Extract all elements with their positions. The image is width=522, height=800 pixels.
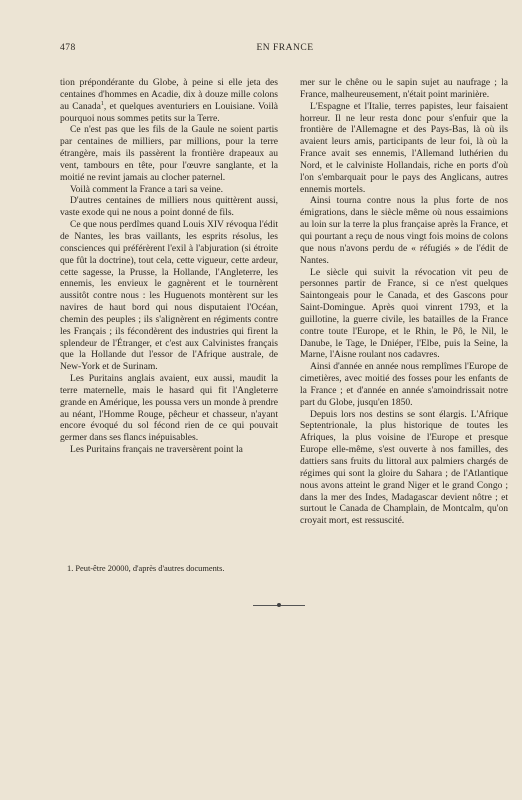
- paragraph: L'Espagne et l'Italie, terres papistes, leur faisaient horreur. Il ne leur resta donc pour s'enfuir que la frontière de l'Allemagne et des Pays-Bas, là où ils avaient leurs amis, participants de leur foi, là où la France avait ses ennemis, l'Allemand luthérien du Nord, et le calviniste Hollandais, riche en ports d'où l'on s'embarquait pour le pays des Anglicans, autres ennemis mortels.: [300, 100, 508, 195]
- paragraph: [60, 77, 278, 124]
- paragraph: Voilà comment la France a tari sa veine.: [70, 183, 224, 195]
- paragraph: Ainsi tourna contre nous la plus forte de nos émigrations, dans le siècle même où nous essaimions au loin sur la terre la plus française après la France, et qui pourtant a reçu de nous vingt fois moins de colons que nous n'avons perdu de « réfugiés » de l'édit de Nantes.: [300, 195, 508, 266]
- paragraph-text: , et quelques aventuriers en Louisiane. Voilà pourquoi nous sommes petits sur la Terre.: [60, 100, 278, 124]
- footnote: 1. Peut-être 20000, d'après d'autres documents.: [67, 564, 225, 573]
- right-column: [300, 77, 508, 527]
- paragraph: Depuis lors nos destins se sont élargis. L'Afrique Septentrionale, la plus historique de toutes les Afriques, la plus voisine de l'Europe et presque Europe elle-même, s'est ouverte à nos familles, des dattiers sans fruits du littoral aux palmiers chargés de régimes qui sont la gloire du Sahara ; de l'Atlantique nous avons atteint le grand Niger et le grand Congo ; dans la mer des Indes, Madagascar devient nôtre ; et surtout le Canada de Champlain, de Montcalm, qu'on croyait mort, est ressuscité.: [300, 408, 508, 527]
- paragraph-text: tion prépondérante du Globe, à peine si elle jeta des centaines d'hommes en Acadie, dix à douze mille colons au Canada: [60, 77, 278, 112]
- page-header: [60, 43, 510, 57]
- running-title: EN FRANCE: [256, 43, 314, 53]
- end-ornament-dot: [277, 603, 281, 607]
- paragraph: Les Puritains français ne traversèrent point la: [70, 444, 243, 456]
- footnote-ref: 1: [100, 100, 104, 107]
- paragraph: D'autres centaines de milliers nous quittèrent aussi, vaste exode qui ne nous a point donné de fils.: [60, 195, 278, 219]
- left-column: [60, 77, 278, 456]
- paragraph: mer sur le chêne ou le sapin sujet au naufrage ; la France, malheureusement, n'était point marinière.: [300, 77, 508, 100]
- paragraph: Le siècle qui suivit la révocation vit peu de personnes partir de France, si ce n'est quelques Saintongeais pour le Canada, et des Gascons pour Saint-Domingue. Après quoi vinrent 1793, et la guillotine, la guerre civile, les batailles de la France contre toute l'Europe, et le Rhin, le Pô, le Nil, le Danube, le Tage, le Dniéper, l'Elbe, puis la Seine, la Marne, l'Aisne roulant nos cadavres.: [300, 266, 508, 361]
- paragraph: Ce que nous perdîmes quand Louis XIV révoqua l'édit de Nantes, les bras vaillants, les esprits résolus, les consciences qui préférèrent l'exil à l'abjuration (si étroite que fût la doctrine), tout cela, cette vigueur, cette ardeur, cette sagesse, la Prusse, la Hollande, l'Angleterre, les ennemis, les envieux le gagnèrent et le tournèrent aussitôt contre nous : les Huguenots montèrent sur les navires de haut bord qui nous disputaient l'Océan, chemin des peuples ; ils s'alignèrent en régiments contre les Français ; ils fécondèrent des industries qui firent la splendeur de l'Étranger, et c'est aux Calvinistes français que la Hollande dut l'essor de l'Afrique australe, de New-York et de Surinam.: [60, 219, 278, 373]
- page-number: 478: [60, 43, 76, 53]
- paragraph: Ce n'est pas que les fils de la Gaule ne soient partis par centaines de milliers, par millions, pour la terre étrangère, mais ils passèrent la frontière drapeaux au vent, tambours en tête, pour l'œuvre sanglante, et la moitié ne revint jamais au clocher paternel.: [60, 124, 278, 183]
- paragraph: Ainsi d'année en année nous remplîmes l'Europe de cimetières, avec moitié des fosses pour les enfants de la France ; et d'année en année s'amoindrissait notre part du Globe, jusqu'en 1850.: [300, 361, 508, 408]
- paragraph: Les Puritains anglais avaient, eux aussi, maudit la terre maternelle, mais le hasard qui fit l'Angleterre grande en Amérique, les poussa vers un monde à prendre au néant, l'Homme Rouge, pêcheur et chasseur, n'ayant encore évoqué du sol fécond rien de ce qui pouvait germer dans ses flancs inépuisables.: [60, 373, 278, 444]
